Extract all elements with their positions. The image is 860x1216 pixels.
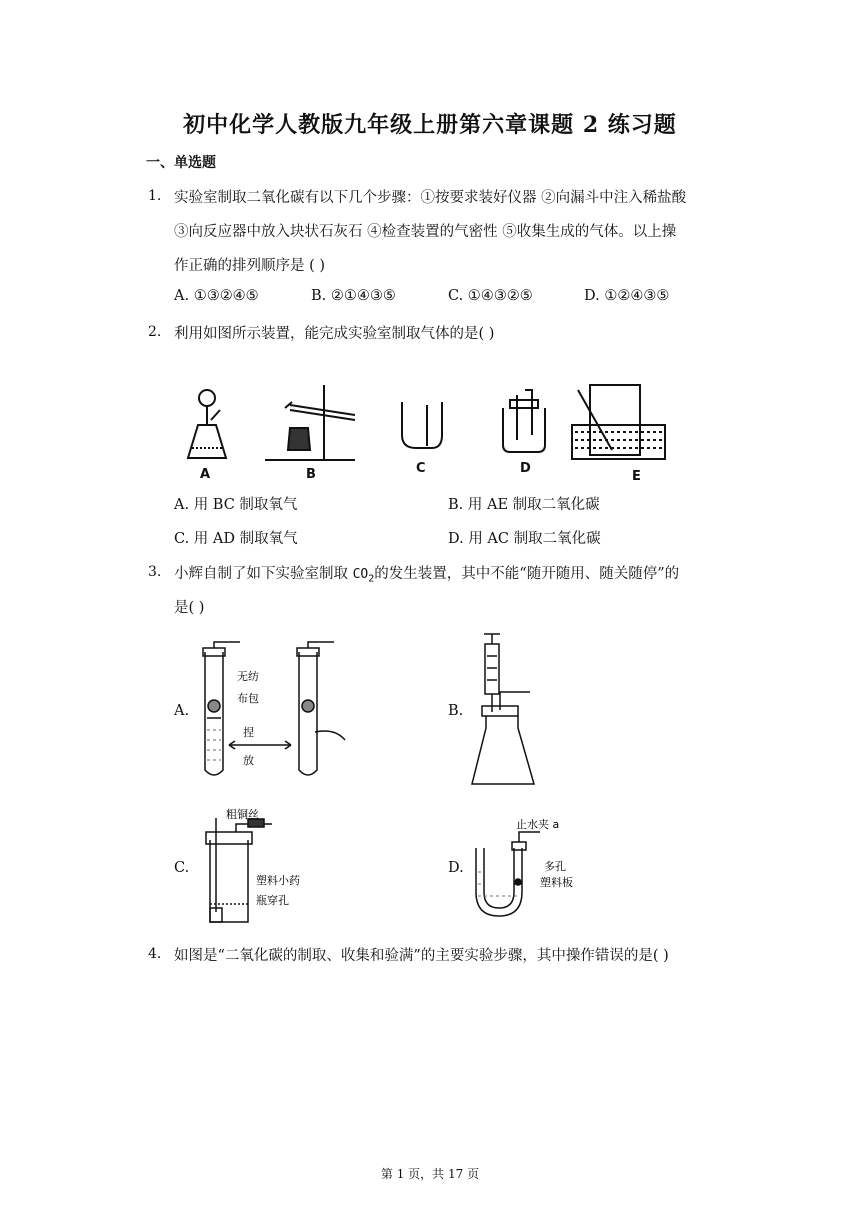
- question-1-number: 1.: [148, 188, 162, 204]
- question-3-figure-d: [470, 812, 600, 922]
- question-4-number: 4.: [148, 946, 162, 962]
- label-release: 放: [243, 754, 254, 767]
- question-2-option-b: B. 用 AE 制取二氧化碳: [448, 497, 600, 513]
- figure-label-c: C: [416, 461, 426, 476]
- question-2-apparatus-figure: [180, 380, 680, 485]
- section-heading: 一、单选题: [146, 155, 216, 171]
- question-2-line-1: 利用如图所示装置，能完成实验室制取气体的是( ): [174, 326, 495, 342]
- label-nonwoven-1: 无纺: [237, 670, 259, 683]
- question-3-letter-b: B.: [448, 703, 464, 719]
- question-4-line-1: 如图是“二氧化碳的制取、收集和验满”的主要实验步骤，其中操作错误的是( ): [174, 948, 669, 964]
- label-porous-1: 多孔: [544, 860, 566, 873]
- question-3-figure-a: [195, 640, 355, 782]
- figure-label-d: D: [520, 461, 531, 476]
- figure-label-b: B: [306, 467, 316, 482]
- question-1-option-d: D. ①②④③⑤: [584, 288, 670, 304]
- co2-formula: [352, 567, 375, 585]
- question-3-line-1: [174, 562, 679, 585]
- question-3-letter-d: D.: [448, 860, 464, 876]
- page-footer: 第 1 页，共 17 页: [380, 1167, 480, 1181]
- question-3-figure-b: [470, 632, 560, 788]
- question-3-line-2: 是( ): [174, 600, 205, 616]
- question-3-number: 3.: [148, 564, 162, 580]
- question-1-option-a: A. ①③②④⑤: [174, 288, 259, 304]
- label-nonwoven-2: 布包: [237, 692, 259, 705]
- question-3-text-suffix: 的发生装置，其中不能“随开随用、随关随停”的: [374, 566, 680, 582]
- question-3-text-prefix: 小辉自制了如下实验室制取: [174, 566, 353, 582]
- co2-formula-subscript: 2: [368, 573, 375, 585]
- question-1-line-1: 实验室制取二氧化碳有以下几个步骤：①按要求装好仪器 ②向漏斗中注入稀盐酸: [174, 190, 687, 206]
- question-3-letter-c: C.: [174, 860, 190, 876]
- question-2-option-d: D. 用 AC 制取二氧化碳: [448, 531, 601, 547]
- label-water-clamp: 止水夹 a: [516, 818, 560, 831]
- label-pinch: 捏: [243, 726, 254, 739]
- question-1-line-2: ③向反应器中放入块状石灰石 ④检查装置的气密性 ⑤收集生成的气体。以上操: [174, 224, 677, 240]
- figure-label-e: E: [632, 469, 641, 484]
- question-2-option-a: A. 用 BC 制取氧气: [174, 497, 298, 513]
- question-3-letter-a: A.: [174, 703, 190, 719]
- label-porous-2: 塑料板: [540, 876, 573, 889]
- question-1-option-b: B. ②①④③⑤: [311, 288, 396, 304]
- question-1-option-c: C. ①④③②⑤: [448, 288, 533, 304]
- label-vial-2: 瓶穿孔: [256, 894, 289, 907]
- question-2-option-c: C. 用 AD 制取氧气: [174, 531, 298, 547]
- label-vial-1: 塑料小药: [256, 874, 300, 887]
- question-3-figure-c: [196, 800, 336, 930]
- question-1-line-3: 作正确的排列顺序是 ( ): [174, 258, 326, 274]
- label-copper-wire: 粗铜丝: [226, 808, 259, 821]
- question-2-number: 2.: [148, 324, 162, 340]
- co2-formula-base: CO: [352, 567, 369, 582]
- page-title: 初中化学人教版九年级上册第六章课题 2 练习题: [183, 112, 677, 138]
- figure-label-a: A: [200, 467, 211, 482]
